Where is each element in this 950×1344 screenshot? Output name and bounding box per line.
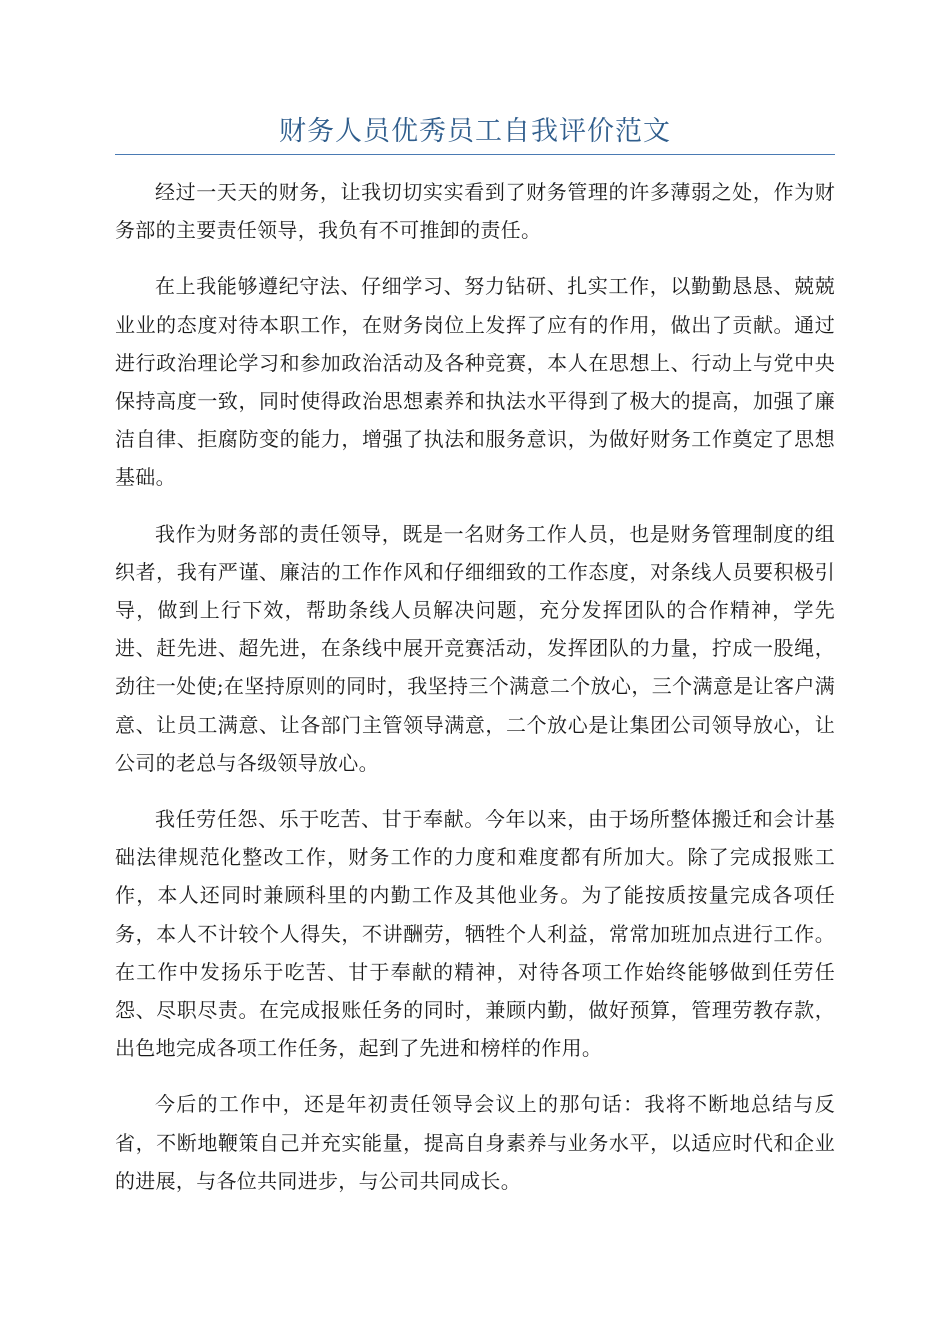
paragraph-5: 今后的工作中，还是年初责任领导会议上的那句话：我将不断地总结与反省，不断地鞭策自己并充实能量，提高自身素养与业务水平，以适应时代和企业的进展，与各位共同进步，与公司共同成长。: [115, 1092, 835, 1193]
paragraph-2: 在上我能够遵纪守法、仔细学习、努力钻研、扎实工作，以勤勤恳恳、兢兢业业的态度对待本职工作，在财务岗位上发挥了应有的作用，做出了贡献。通过进行政治理论学习和参加政治活动及各种竞赛，本人在思想上、行动上与党中央保持高度一致，同时使得政治思想素养和执法水平得到了极大的提高，加强了廉洁自律、拒腐防变的能力，增强了执法和服务意识，为做好财务工作奠定了思想基础。: [115, 274, 835, 490]
paragraph-4: 我任劳任怨、乐于吃苦、甘于奉献。今年以来，由于场所整体搬迁和会计基础法律规范化整改工作，财务工作的力度和难度都有所加大。除了完成报账工作，本人还同时兼顾科里的内勤工作及其他业务。为了能按质按量完成各项任务，本人不计较个人得失，不讲酬劳，牺牲个人利益，常常加班加点进行工作。在工作中发扬乐于吃苦、甘于奉献的精神，对待各项工作始终能够做到任劳任怨、尽职尽责。在完成报账任务的同时，兼顾内勤，做好预算，管理劳教存款，出色地完成各项工作任务，起到了先进和榜样的作用。: [115, 807, 835, 1061]
paragraph-3: 我作为财务部的责任领导，既是一名财务工作人员，也是财务管理制度的组织者，我有严谨、廉洁的工作作风和仔细细致的工作态度，对条线人员要积极引导，做到上行下效，帮助条线人员解决问题，充分发挥团队的合作精神，学先进、赶先进、超先进，在条线中展开竞赛活动，发挥团队的力量，拧成一股绳，劲往一处使;在坚持原则的同时，我坚持三个满意二个放心，三个满意是让客户满意、让员工满意、让各部门主管领导满意，二个放心是让集团公司领导放心，让公司的老总与各级领导放心。: [115, 521, 835, 775]
document-title: 财务人员优秀员工自我评价范文: [279, 116, 671, 147]
paragraph-1: 经过一天天的财务，让我切切实实看到了财务管理的许多薄弱之处，作为财务部的主要责任领导，我负有不可推卸的责任。: [115, 180, 835, 243]
document-body: [115, 173, 835, 1218]
title-underline: [115, 154, 835, 155]
